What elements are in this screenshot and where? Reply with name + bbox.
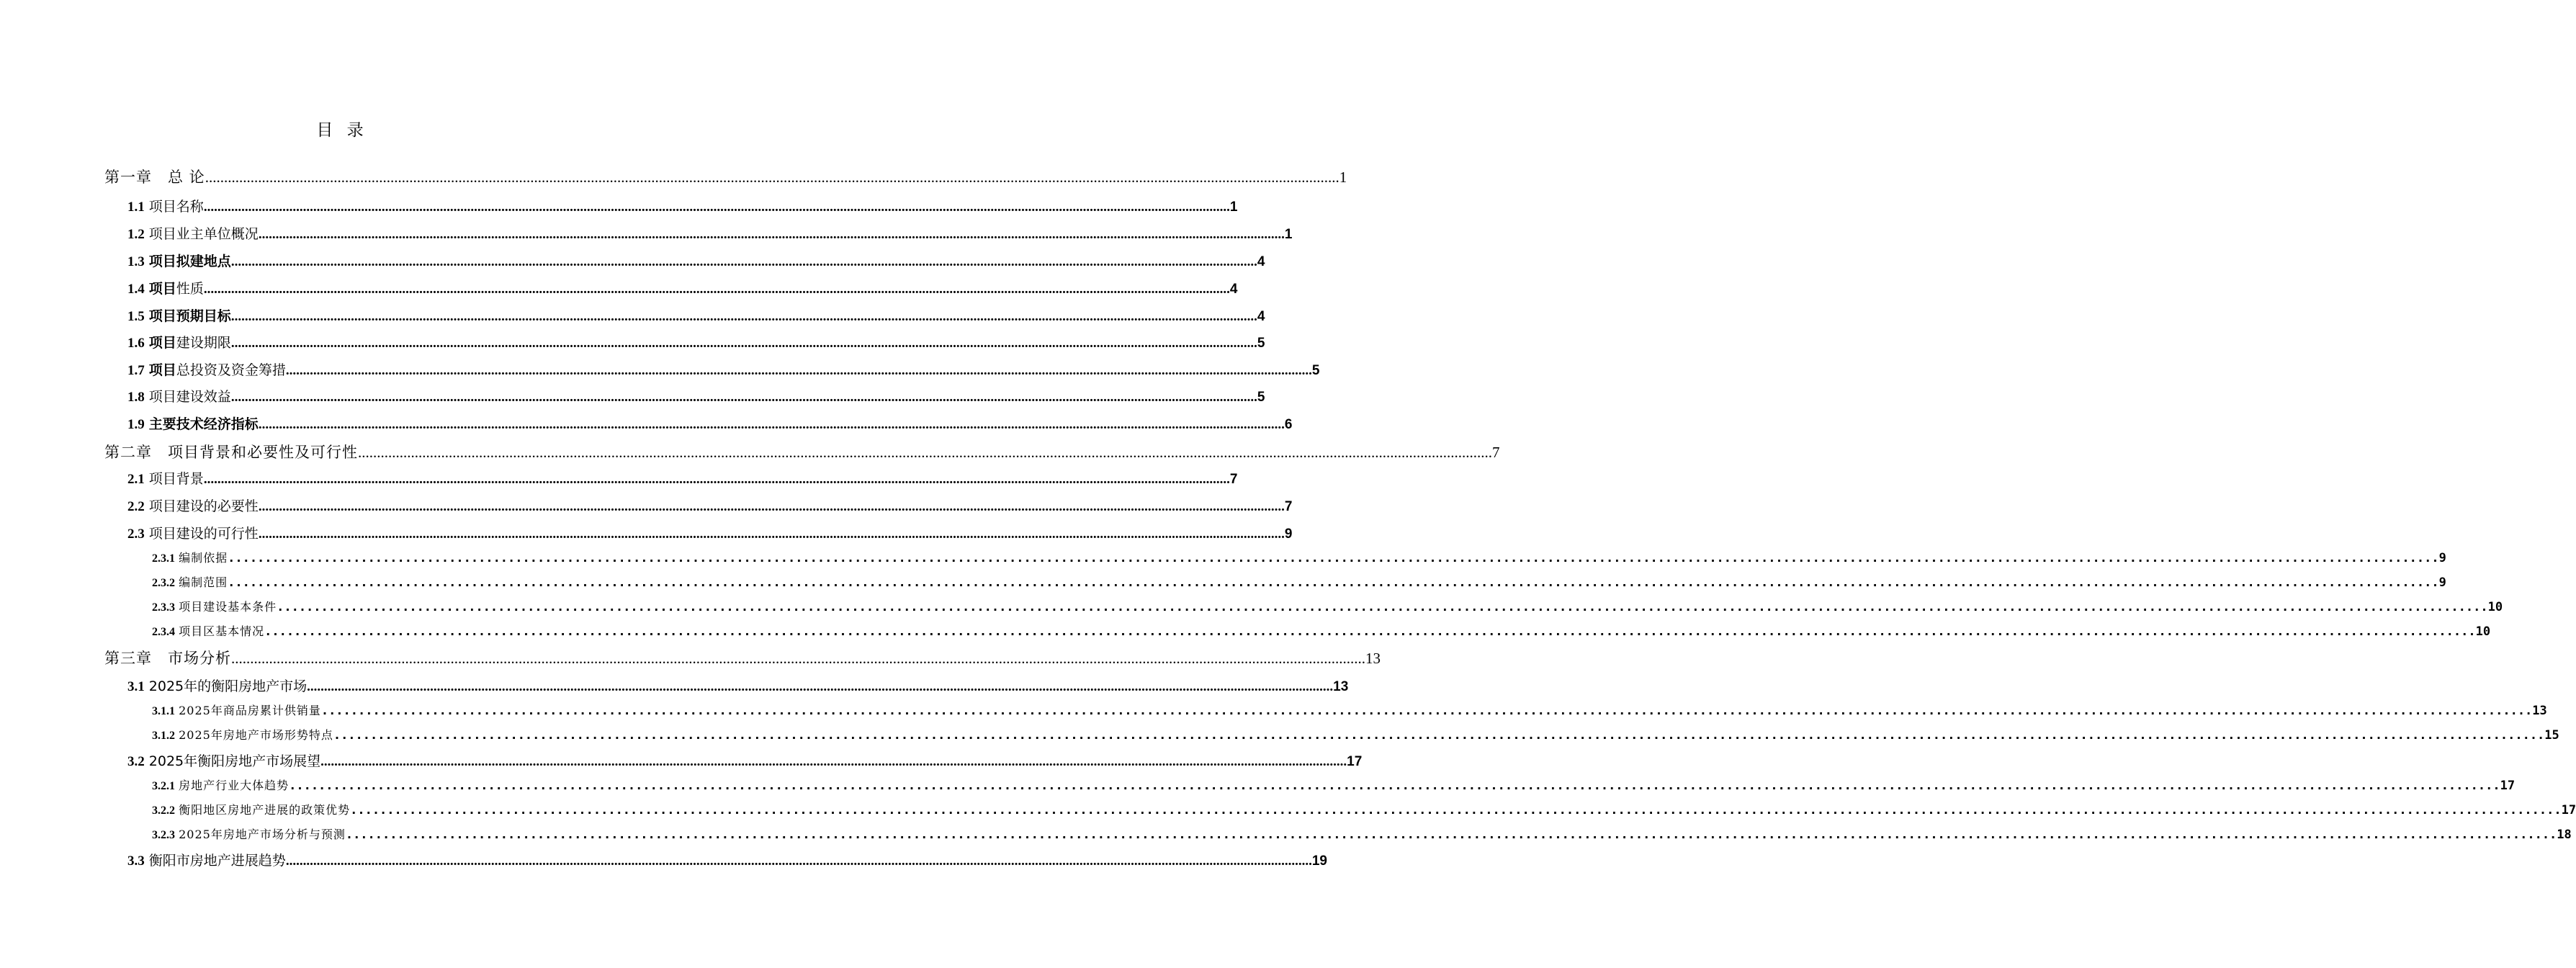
toc-entry-number: 2.3.4 [152, 626, 175, 638]
toc-entry[interactable] [104, 441, 1500, 462]
toc-entry-text: 项目名称 [148, 199, 204, 215]
toc-entry-number: 3.3 [127, 853, 145, 869]
toc-entry-text: 项目建设基本条件 [179, 600, 277, 614]
toc-leader-dots: ............................................................................................................................................................................................................................................................................................................ [285, 363, 1312, 378]
toc-entry-number: 1.2 [127, 227, 145, 242]
toc-entry-label [127, 386, 231, 405]
toc-leader-dots: ............................................................................................................................................................................................................................................................................................................ [230, 254, 1257, 269]
toc-entry-label [104, 647, 231, 668]
toc-leader-dots: ............................................................................................................................................................................................................................................................................................................ [203, 200, 1230, 215]
toc-entry[interactable] [127, 278, 1238, 297]
toc-entry-text-bold: 项目 [148, 335, 176, 351]
toc-leader-dots: ............................................................................................................................................................................................................................................................................................................ [277, 600, 2488, 614]
toc-entry-text: 编制依据 [179, 551, 228, 565]
toc-entry[interactable] [127, 676, 1349, 695]
toc-leader-dots: ............................................................................................................................................................................................................................................................................................................ [350, 803, 2562, 817]
toc-page-number: 17 [1347, 754, 1363, 769]
toc-entry-label [104, 166, 205, 187]
toc-leader-dots: ............................................................................................................................................................................................................................................................................................................ [228, 551, 2439, 565]
toc-page-number: 5 [1257, 390, 1265, 405]
toc-entry-number: 3.2.3 [152, 829, 175, 841]
toc-entry-number: 3.2.2 [152, 805, 175, 817]
toc-page-number: 1 [1339, 169, 1347, 186]
toc-entry[interactable] [127, 850, 1327, 869]
toc-leader-dots: ............................................................................................................................................................................................................................................................................................................ [205, 169, 1339, 186]
toc-page-number: 10 [2487, 600, 2503, 614]
toc-entry-label [127, 750, 320, 770]
toc-leader-dots: ............................................................................................................................................................................................................................................................................................................ [320, 754, 1347, 769]
toc-entry-text-bold: 项目 [148, 281, 176, 297]
toc-entry-label [127, 196, 204, 215]
toc-entry[interactable] [127, 386, 1265, 405]
toc-entry-label [127, 676, 307, 695]
toc-entry-label [104, 441, 358, 462]
toc-entry-label [152, 825, 346, 842]
toc-entry-label [152, 801, 350, 817]
toc-entry-number: 1.1 [127, 200, 145, 215]
toc-leader-dots: ............................................................................................................................................................................................................................................................................................................ [230, 336, 1257, 351]
toc-entry-label [127, 332, 231, 351]
toc-entry-label [127, 359, 286, 379]
toc-entry-label [127, 523, 259, 542]
toc-entry-number: 2.2 [127, 499, 145, 514]
toc-page-number: 9 [1284, 526, 1293, 542]
toc-page-number: 10 [2475, 624, 2491, 639]
toc-page-number: 6 [1284, 417, 1293, 432]
toc-entry-label [127, 251, 231, 270]
toc-leader-dots: ............................................................................................................................................................................................................................................................................................................ [333, 728, 2545, 743]
toc-entry-label [152, 702, 321, 718]
toc-entry[interactable] [104, 647, 1381, 668]
toc-page-number: 7 [1492, 444, 1500, 461]
toc-entry-text: 项目背景 [148, 471, 204, 487]
toc-entry-text: 第二章 项目背景和必要性及可行性 [104, 444, 358, 461]
toc-entry-number: 2.3.1 [152, 552, 175, 565]
toc-page-number: 7 [1229, 472, 1238, 487]
toc-entry[interactable] [127, 468, 1238, 488]
toc-entry-number: 1.3 [127, 254, 145, 269]
toc-entry-number: 3.1.1 [152, 705, 175, 717]
toc-entry-text: 项目建设的必要性 [148, 498, 259, 514]
toc-page-number: 4 [1257, 309, 1265, 324]
toc-entry-text: 项目预期目标 [148, 308, 231, 324]
toc-leader-dots: ............................................................................................................................................................................................................................................................................................................ [258, 227, 1285, 242]
toc-entry[interactable] [127, 496, 1293, 515]
toc-entry-text: 衡阳市房地产进展趋势 [148, 853, 286, 869]
toc-leader-dots: ............................................................................................................................................................................................................................................................................................................ [289, 779, 2500, 793]
toc-leader-dots: ............................................................................................................................................................................................................................................................................................................ [320, 704, 2533, 718]
toc-entry-label [152, 598, 277, 614]
toc-page-number: 1 [1229, 200, 1238, 215]
toc-entry-number: 2.3.3 [152, 601, 175, 614]
toc-leader-dots: ............................................................................................................................................................................................................................................................................................................ [307, 679, 1334, 694]
toc-entry-label [127, 278, 204, 297]
toc-entry-label [127, 496, 259, 515]
toc-entry-label [152, 549, 228, 565]
toc-page-number: 13 [1333, 679, 1349, 694]
toc-entry-number: 1.4 [127, 282, 145, 297]
toc-entry-number: 1.5 [127, 309, 145, 324]
toc-leader-dots: ............................................................................................................................................................................................................................................................................................................ [358, 444, 1492, 461]
toc-entry-text: 主要技术经济指标 [148, 416, 259, 432]
toc-leader-dots: ............................................................................................................................................................................................................................................................................................................ [345, 828, 2557, 842]
toc-entry[interactable] [127, 223, 1293, 243]
toc-page-number: 4 [1257, 254, 1265, 269]
toc-entry-text: 项目业主单位概况 [148, 226, 259, 242]
toc-entry-text: 项目区基本情况 [179, 624, 265, 638]
toc-entry[interactable] [152, 549, 2446, 565]
toc-entry-number: 3.1.2 [152, 730, 175, 742]
toc-leader-dots: ............................................................................................................................................................................................................................................................................................................ [203, 282, 1230, 297]
toc-entry-text: 2025年商品房累计供销量 [179, 704, 321, 717]
toc-entry[interactable] [152, 801, 2576, 817]
toc-leader-dots: ............................................................................................................................................................................................................................................................................................................ [258, 417, 1285, 432]
toc-entry-number: 2.3 [127, 526, 145, 542]
toc-entry-number: 3.2.1 [152, 780, 175, 792]
toc-entry[interactable] [152, 776, 2516, 793]
toc-page-number: 5 [1311, 363, 1320, 378]
toc-page-number: 13 [2532, 704, 2547, 718]
toc-entry-text: 2025年房地产市场形势特点 [179, 728, 333, 742]
toc-entry-text: 第一章 总 论 [104, 169, 205, 186]
toc-title: 目 录 [316, 121, 368, 140]
toc-entry-text: 第三章 市场分析 [104, 650, 231, 667]
toc-page-number: 9 [2438, 575, 2446, 590]
toc-entry-label [127, 468, 204, 488]
toc-entry-number: 2.3.2 [152, 577, 175, 589]
toc-entry[interactable] [152, 702, 2547, 718]
toc-entry[interactable] [127, 251, 1265, 270]
toc-entry-label [127, 413, 259, 433]
toc-entry[interactable] [127, 523, 1293, 542]
toc-entry-number: 3.2 [127, 754, 145, 769]
toc-entry-label [127, 305, 231, 325]
toc-leader-dots: ............................................................................................................................................................................................................................................................................................................ [203, 472, 1230, 487]
toc-entry[interactable] [127, 332, 1265, 351]
toc-page-number: 18 [2557, 828, 2572, 842]
toc-entry-text: 项目拟建地点 [148, 254, 231, 269]
toc-entry-text: 2025年房地产市场分析与预测 [179, 828, 346, 841]
toc-leader-dots: ............................................................................................................................................................................................................................................................................................................ [230, 390, 1257, 405]
toc-entry[interactable] [127, 750, 1363, 770]
toc-entry-number: 2.1 [127, 472, 145, 487]
toc-entry[interactable] [152, 573, 2446, 590]
toc-entry-text: 2025年衡阳房地产市场展望 [148, 753, 321, 769]
toc-leader-dots: ............................................................................................................................................................................................................................................................................................................ [231, 650, 1365, 667]
toc-page-number: 17 [2561, 803, 2576, 817]
toc-entry[interactable] [127, 359, 1320, 379]
toc-leader-dots: ............................................................................................................................................................................................................................................................................................................ [258, 526, 1285, 542]
toc-entry-text: 衡阳地区房地产进展的政策优势 [179, 803, 351, 817]
toc-entry-number: 1.7 [127, 363, 145, 378]
toc-entry-text-bold: 项目 [148, 362, 176, 378]
toc-entry-number: 1.6 [127, 336, 145, 351]
toc-entry-text: 房地产行业大体趋势 [179, 779, 290, 792]
toc-entry-number: 3.1 [127, 679, 145, 694]
toc-page-number: 15 [2544, 728, 2559, 743]
toc-entry-text: 性质 [176, 281, 204, 297]
toc-entry[interactable] [152, 726, 2559, 743]
toc-leader-dots: ............................................................................................................................................................................................................................................................................................................ [285, 853, 1312, 869]
toc-entry[interactable] [127, 196, 1238, 215]
toc-entry-label [127, 223, 259, 243]
toc-entry-label [152, 622, 264, 639]
toc-entry[interactable] [152, 598, 2503, 614]
toc-entry-label [152, 776, 289, 793]
toc-leader-dots: ............................................................................................................................................................................................................................................................................................................ [264, 624, 2476, 639]
toc-page-number: 1 [1284, 227, 1293, 242]
toc-leader-dots: ............................................................................................................................................................................................................................................................................................................ [230, 309, 1257, 324]
toc-page-number: 7 [1284, 499, 1293, 514]
toc-entry-text: 项目建设的可行性 [148, 526, 259, 542]
toc-entry[interactable] [127, 305, 1265, 325]
toc-page-number: 13 [1365, 650, 1381, 667]
toc-page-number: 5 [1257, 336, 1265, 351]
toc-entry-text: 2025年的衡阳房地产市场 [148, 678, 308, 694]
toc-entry-label [152, 726, 333, 743]
toc-entry-number: 1.9 [127, 417, 145, 432]
toc-leader-dots: ............................................................................................................................................................................................................................................................................................................ [258, 499, 1285, 514]
toc-entry-label [152, 573, 228, 590]
toc-entry-text: 建设期限 [176, 335, 231, 351]
toc-entry-label [127, 850, 286, 869]
toc-page-number: 4 [1229, 282, 1238, 297]
toc-page-number: 9 [2438, 551, 2446, 565]
toc-page-number: 19 [1311, 853, 1327, 869]
toc-entry[interactable] [104, 166, 1347, 187]
toc-page-number: 17 [2500, 779, 2516, 793]
toc-entry[interactable] [152, 825, 2572, 842]
toc-entry-text: 编制范围 [179, 575, 228, 589]
toc-entry[interactable] [152, 622, 2491, 639]
toc-entry-text: 项目建设效益 [148, 389, 231, 405]
toc-entry-number: 1.8 [127, 390, 145, 405]
toc-leader-dots: ............................................................................................................................................................................................................................................................................................................ [228, 575, 2439, 590]
toc-entry[interactable] [127, 413, 1293, 433]
toc-entry-text: 总投资及资金筹措 [176, 362, 286, 378]
